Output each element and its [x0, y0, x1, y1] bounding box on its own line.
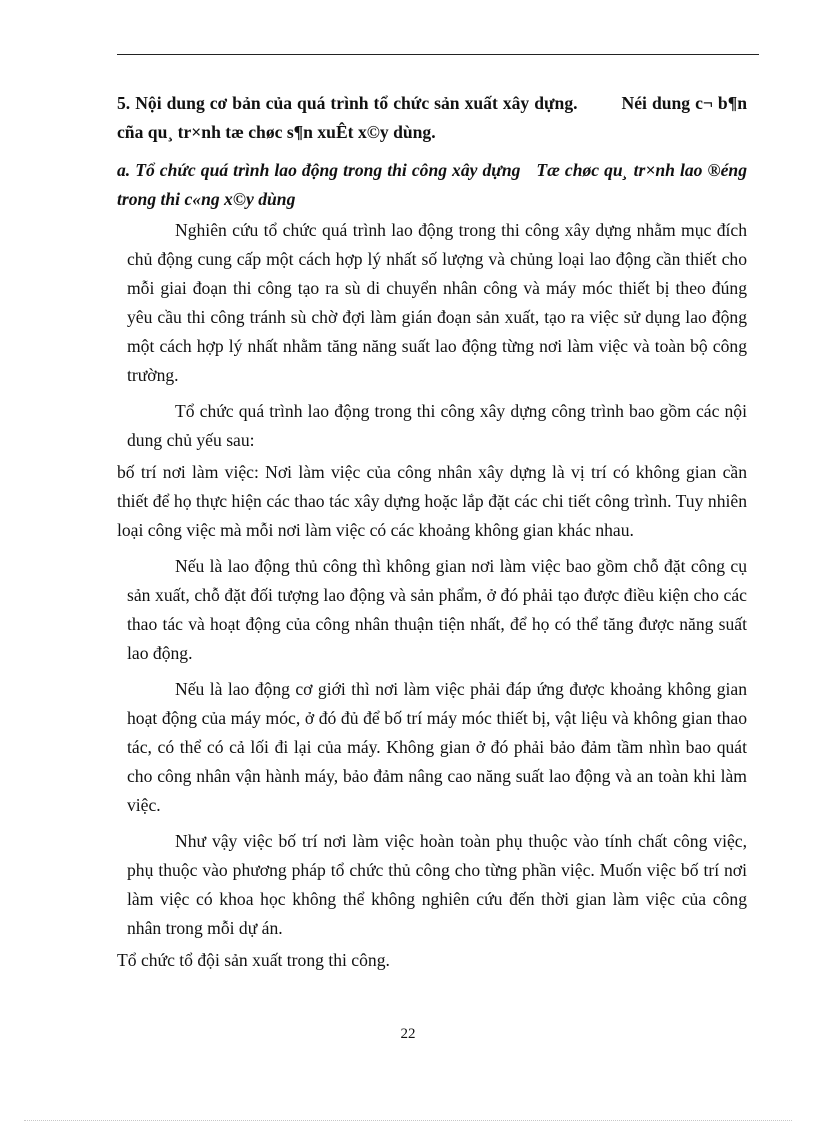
page-number: 22	[400, 1026, 416, 1042]
paragraph: Tổ chức quá trình lao động trong thi công xây dựng công trình bao gồm các nội dung chủ yếu sau:	[127, 401, 747, 450]
paragraph: Nghiên cứu tổ chức quá trình lao động trong thi công xây dựng nhằm mục đích chủ động cung cấp một cách hợp lý nhất số lượng và chủng loại lao động cần thiết cho mỗi giai đoạn thi công tạo ra sù di chuyển nhân công và máy móc thiết bị theo đúng yêu cầu thi công tránh sù chờ đợi làm gián đoạn sản xuất, tạo ra việc sử dụng lao động một cách hợp lý nhất nhằm tăng năng suất lao động từng nơi làm việc và toàn bộ công trường.	[127, 220, 747, 385]
page-body	[117, 89, 747, 975]
footer-dotted-rule	[24, 1120, 792, 1121]
section-heading	[117, 89, 747, 147]
header-rule	[117, 54, 759, 55]
subsection-heading	[117, 156, 747, 214]
section-heading-garbled: Néi dung c¬ b¶n cña qu¸ tr×nh tæ chøc s¶n xuÊt x©y dùng.	[117, 93, 748, 142]
paragraph: Nếu là lao động thủ công thì không gian nơi làm việc bao gồm chỗ đặt công cụ sản xuất, chỗ đặt đối tượng lao động và sản phẩm, ở đó phải tạo được điều kiện cho các thao tác và hoạt động của công nhân thuận tiện nhất, để họ có thể tăng được năng suất lao động.	[127, 556, 747, 663]
subsection-heading-text: a. Tổ chức quá trình lao động trong thi công xây dựng	[117, 160, 521, 180]
paragraph: Nếu là lao động cơ giới thì nơi làm việc phải đáp ứng được khoảng không gian hoạt động của máy móc, ở đó đủ để bố trí máy móc thiết bị, vật liệu và không gian thao tác, có thể có cả lối đi lại của máy. Không gian ở đó phải bảo đảm tầm nhìn bao quát cho công nhân vận hành máy, bảo đảm nâng cao năng suất lao động và an toàn khi làm việc.	[127, 679, 747, 815]
paragraph-team-organization: Tổ chức tổ đội sản xuất trong thi công.	[117, 950, 390, 970]
paragraph: Như vậy việc bố trí nơi làm việc hoàn toàn phụ thuộc vào tính chất công việc, phụ thuộc vào phương pháp tổ chức thủ công cho từng phần việc. Muốn việc bố trí nơi làm việc có khoa học không thể không nghiên cứu đến thời gian làm việc của công nhân trong mỗi dự án.	[127, 831, 747, 938]
section-heading-text: 5. Nội dung cơ bản của quá trình tổ chức sản xuất xây dựng.	[117, 93, 578, 113]
paragraph-workplace: bố trí nơi làm việc: Nơi làm việc của công nhân xây dựng là vị trí có không gian cần thiết để họ thực hiện các thao tác xây dựng hoặc lắp đặt các chi tiết công trình. Tuy nhiên loại công việc mà mỗi nơi làm việc có các khoảng không gian khác nhau.	[117, 462, 747, 540]
subsection-heading-garbled: Tæ chøc qu¸ tr×nh lao ®éng trong thi c«ng x©y dùng	[117, 160, 748, 209]
